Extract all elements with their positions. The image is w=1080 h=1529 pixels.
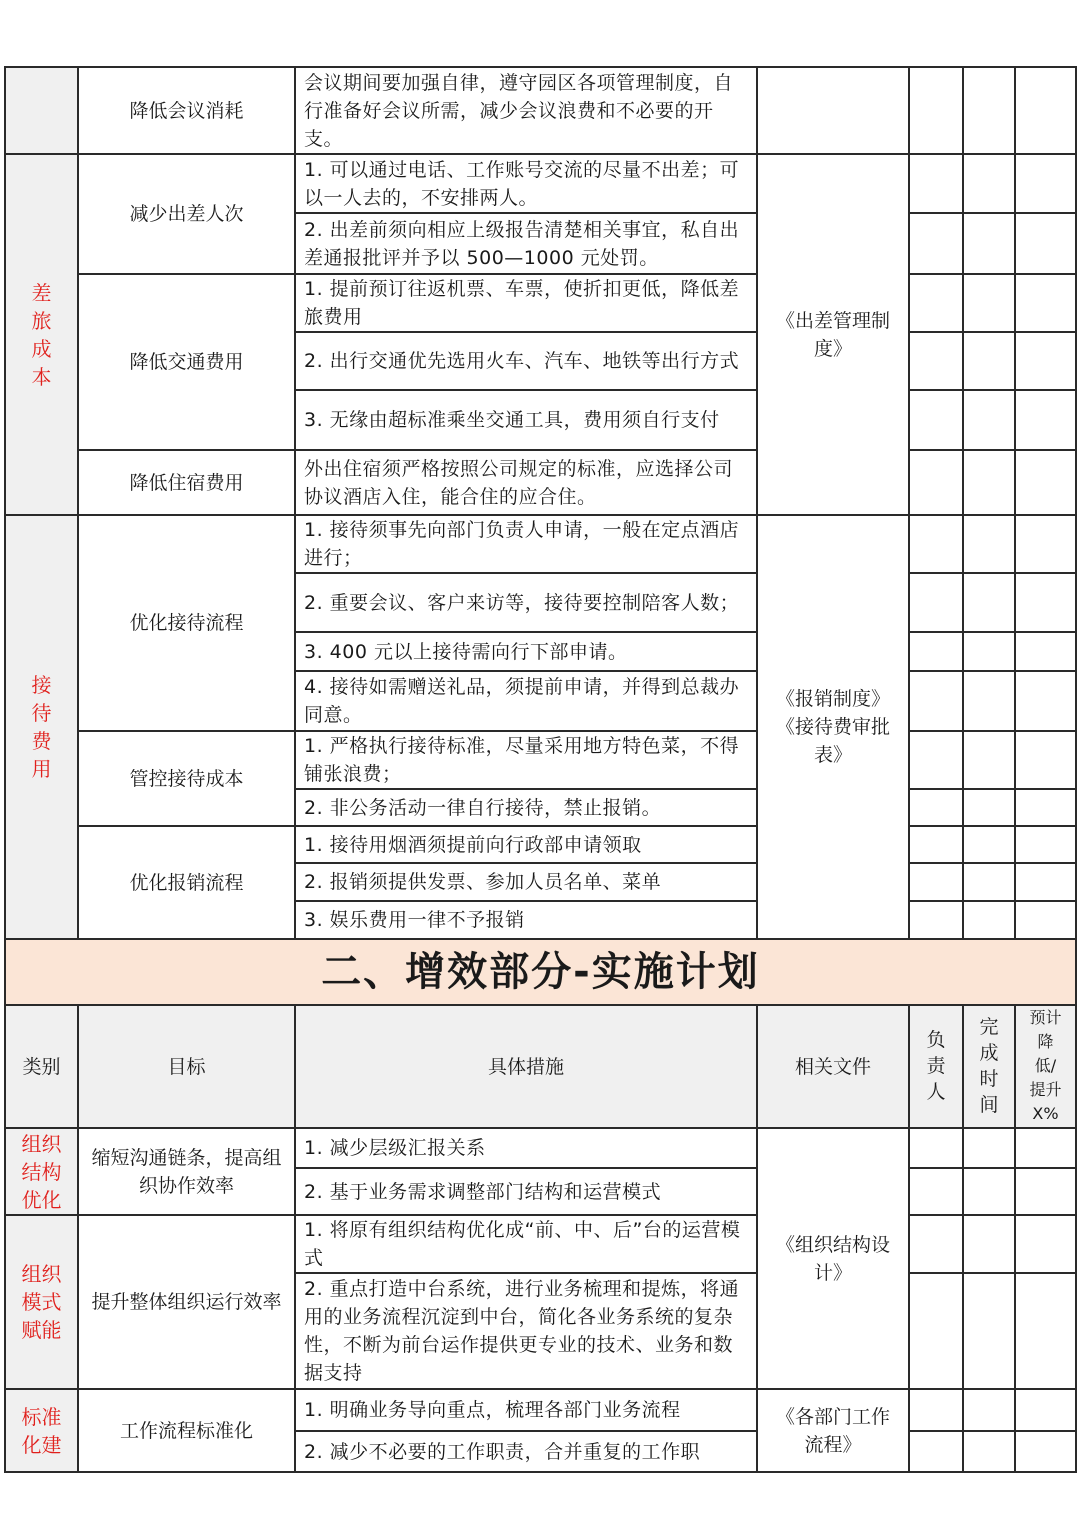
header-goal: 目标 xyxy=(78,1005,295,1128)
category-cell xyxy=(5,1389,78,1472)
expected-cell[interactable] xyxy=(1015,1431,1076,1472)
measure-cell: 2. 减少不必要的工作职责，合并重复的工作职 xyxy=(295,1431,757,1472)
deadline-cell[interactable] xyxy=(963,573,1015,632)
expected-cell[interactable] xyxy=(1015,901,1076,939)
goal-cell: 减少出差人次 xyxy=(78,154,295,274)
deadline-cell[interactable] xyxy=(963,1128,1015,1168)
expected-cell[interactable] xyxy=(1015,450,1076,515)
expected-cell[interactable] xyxy=(1015,213,1076,274)
owner-cell[interactable] xyxy=(909,863,963,901)
table-row xyxy=(5,515,1076,573)
measure-cell: 会议期间要加强自律，遵守园区各项管理制度，自行准备好会议所需，减少会议浪费和不必要的开支。 xyxy=(295,67,757,154)
table-row xyxy=(5,826,1076,863)
category-label: 组织结构优化 xyxy=(21,1131,62,1212)
measure-cell: 1. 将原有组织结构优化成“前、中、后”台的运营模式 xyxy=(295,1215,757,1273)
owner-cell[interactable] xyxy=(909,573,963,632)
document-cell: 《各部门工作流程》 xyxy=(757,1389,909,1472)
owner-cell[interactable] xyxy=(909,154,963,213)
expected-cell[interactable] xyxy=(1015,1168,1076,1215)
expected-cell[interactable] xyxy=(1015,573,1076,632)
expected-cell[interactable] xyxy=(1015,826,1076,863)
measure-cell: 2. 出行交通优先选用火车、汽车、地铁等出行方式 xyxy=(295,332,757,390)
category-label: 标准化建 xyxy=(21,1404,62,1457)
deadline-cell[interactable] xyxy=(963,826,1015,863)
expected-cell[interactable] xyxy=(1015,789,1076,826)
header-row xyxy=(5,1005,1076,1128)
deadline-cell[interactable] xyxy=(963,1215,1015,1273)
goal-cell: 缩短沟通链条，提高组织协作效率 xyxy=(78,1128,295,1215)
owner-cell[interactable] xyxy=(909,274,963,332)
table-row xyxy=(5,274,1076,332)
owner-cell[interactable] xyxy=(909,671,963,731)
deadline-cell[interactable] xyxy=(963,632,1015,671)
goal-cell: 工作流程标准化 xyxy=(78,1389,295,1472)
expected-cell[interactable] xyxy=(1015,67,1076,154)
header-category: 类别 xyxy=(5,1005,78,1128)
category-cell xyxy=(5,1128,78,1215)
measure-cell: 1. 接待须事先向部门负责人申请，一般在定点酒店进行； xyxy=(295,515,757,573)
measure-cell: 2. 重点打造中台系统，进行业务梳理和提炼，将通用的业务流程沉淀到中台，简化各业务系统的复杂性，不断为前台运作提供更专业的技术、业务和数据支持 xyxy=(295,1273,757,1389)
table-row xyxy=(5,731,1076,789)
measure-cell: 2. 基于业务需求调整部门结构和运营模式 xyxy=(295,1168,757,1215)
measure-cell: 2. 非公务活动一律自行接待，禁止报销。 xyxy=(295,789,757,826)
header-deadline xyxy=(963,1005,1015,1128)
goal-cell: 降低会议消耗 xyxy=(78,67,295,154)
deadline-cell[interactable] xyxy=(963,450,1015,515)
deadline-cell[interactable] xyxy=(963,274,1015,332)
goal-cell: 优化接待流程 xyxy=(78,515,295,731)
expected-cell[interactable] xyxy=(1015,332,1076,390)
deadline-cell[interactable] xyxy=(963,863,1015,901)
owner-cell[interactable] xyxy=(909,1273,963,1389)
expected-cell[interactable] xyxy=(1015,1215,1076,1273)
deadline-cell[interactable] xyxy=(963,332,1015,390)
goal-cell: 优化报销流程 xyxy=(78,826,295,939)
deadline-cell[interactable] xyxy=(963,390,1015,450)
deadline-cell[interactable] xyxy=(963,671,1015,731)
section-title-row xyxy=(5,939,1076,1005)
header-owner xyxy=(909,1005,963,1128)
category-cell xyxy=(5,67,78,154)
owner-cell[interactable] xyxy=(909,450,963,515)
expected-cell[interactable] xyxy=(1015,390,1076,450)
owner-cell[interactable] xyxy=(909,1128,963,1168)
section-title: 二、增效部分-实施计划 xyxy=(5,939,1076,1005)
goal-cell: 降低住宿费用 xyxy=(78,450,295,515)
owner-cell[interactable] xyxy=(909,789,963,826)
deadline-cell[interactable] xyxy=(963,1431,1015,1472)
header-documents: 相关文件 xyxy=(757,1005,909,1128)
owner-cell[interactable] xyxy=(909,826,963,863)
header-expected xyxy=(1015,1005,1076,1128)
document-cell: 《报销制度》《接待费审批表》 xyxy=(757,515,909,939)
document-cell: 《组织结构设计》 xyxy=(757,1128,909,1389)
measure-cell: 1. 明确业务导向重点，梳理各部门业务流程 xyxy=(295,1389,757,1431)
header-owner-label: 负责人 xyxy=(926,1029,946,1103)
category-label: 差旅成本 xyxy=(31,280,52,389)
table-row xyxy=(5,450,1076,515)
expected-cell[interactable] xyxy=(1015,731,1076,789)
deadline-cell[interactable] xyxy=(963,731,1015,789)
deadline-cell[interactable] xyxy=(963,515,1015,573)
expected-cell[interactable] xyxy=(1015,671,1076,731)
document-cell: 《出差管理制度》 xyxy=(757,154,909,515)
category-cell xyxy=(5,515,78,939)
expected-cell[interactable] xyxy=(1015,1273,1076,1389)
measure-cell: 1. 减少层级汇报关系 xyxy=(295,1128,757,1168)
expected-cell[interactable] xyxy=(1015,274,1076,332)
header-measures: 具体措施 xyxy=(295,1005,757,1128)
category-cell xyxy=(5,1215,78,1389)
goal-cell: 降低交通费用 xyxy=(78,274,295,450)
category-label: 组织模式赋能 xyxy=(21,1262,62,1342)
measure-cell: 4. 接待如需赠送礼品，须提前申请，并得到总裁办同意。 xyxy=(295,671,757,731)
table-row xyxy=(5,67,1076,154)
measure-cell: 2. 报销须提供发票、参加人员名单、菜单 xyxy=(295,863,757,901)
owner-cell[interactable] xyxy=(909,332,963,390)
deadline-cell[interactable] xyxy=(963,901,1015,939)
expected-cell[interactable] xyxy=(1015,154,1076,213)
table-row xyxy=(5,1389,1076,1431)
cost-plan-table xyxy=(4,66,1077,1473)
category-label: 接待费用 xyxy=(31,673,52,781)
owner-cell[interactable] xyxy=(909,1431,963,1472)
expected-cell[interactable] xyxy=(1015,632,1076,671)
expected-cell[interactable] xyxy=(1015,515,1076,573)
owner-cell[interactable] xyxy=(909,515,963,573)
measure-cell: 3. 400 元以上接待需向行下部申请。 xyxy=(295,632,757,671)
owner-cell[interactable] xyxy=(909,632,963,671)
document-cell xyxy=(757,67,909,154)
deadline-cell[interactable] xyxy=(963,1389,1015,1431)
expected-cell[interactable] xyxy=(1015,1128,1076,1168)
owner-cell[interactable] xyxy=(909,731,963,789)
measure-cell: 1. 严格执行接待标准，尽量采用地方特色菜，不得铺张浪费； xyxy=(295,731,757,789)
goal-cell: 管控接待成本 xyxy=(78,731,295,826)
deadline-cell[interactable] xyxy=(963,1273,1015,1389)
measure-cell: 3. 娱乐费用一律不予报销 xyxy=(295,901,757,939)
header-deadline-label: 完成时间 xyxy=(979,1016,999,1116)
measure-cell: 1. 接待用烟酒须提前向行政部申请领取 xyxy=(295,826,757,863)
deadline-cell[interactable] xyxy=(963,1168,1015,1215)
owner-cell[interactable] xyxy=(909,390,963,450)
deadline-cell[interactable] xyxy=(963,67,1015,154)
measure-cell: 2. 出差前须向相应上级报告清楚相关事宜，私自出差通报批评并予以 500—1000 元处罚。 xyxy=(295,213,757,274)
measure-cell: 2. 重要会议、客户来访等，接待要控制陪客人数； xyxy=(295,573,757,632)
table-row xyxy=(5,1215,1076,1273)
owner-cell[interactable] xyxy=(909,1168,963,1215)
goal-cell: 提升整体组织运行效率 xyxy=(78,1215,295,1389)
expected-cell[interactable] xyxy=(1015,1389,1076,1431)
deadline-cell[interactable] xyxy=(963,154,1015,213)
measure-cell: 3. 无缘由超标准乘坐交通工具，费用须自行支付 xyxy=(295,390,757,450)
category-cell xyxy=(5,154,78,515)
deadline-cell[interactable] xyxy=(963,789,1015,826)
measure-cell: 1. 提前预订往返机票、车票，使折扣更低，降低差旅费用 xyxy=(295,274,757,332)
table-row xyxy=(5,1128,1076,1168)
deadline-cell[interactable] xyxy=(963,213,1015,274)
header-expected-label: 预计降低/提升X% xyxy=(1029,1008,1062,1123)
expected-cell[interactable] xyxy=(1015,863,1076,901)
measure-cell: 1. 可以通过电话、工作账号交流的尽量不出差；可以一人去的，不安排两人。 xyxy=(295,154,757,213)
owner-cell[interactable] xyxy=(909,1389,963,1431)
owner-cell[interactable] xyxy=(909,213,963,274)
owner-cell[interactable] xyxy=(909,901,963,939)
table-row xyxy=(5,154,1076,213)
measure-cell: 外出住宿须严格按照公司规定的标准，应选择公司协议酒店入住，能合住的应合住。 xyxy=(295,450,757,515)
owner-cell[interactable] xyxy=(909,1215,963,1273)
owner-cell[interactable] xyxy=(909,67,963,154)
